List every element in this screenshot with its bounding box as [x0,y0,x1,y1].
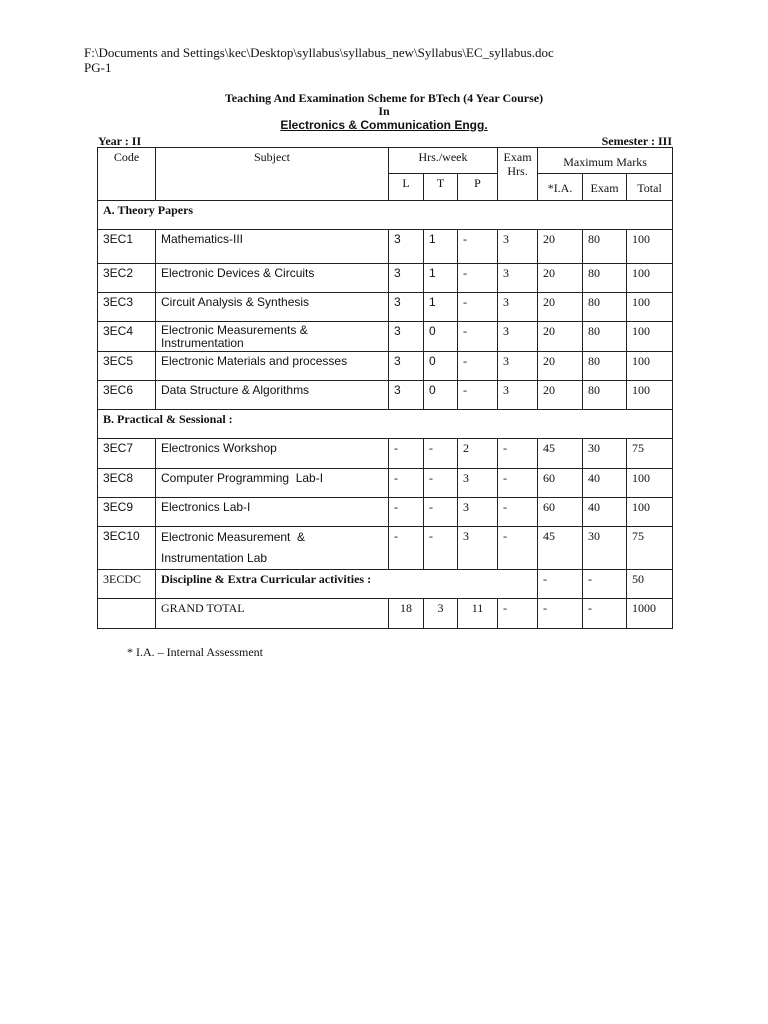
cell-ia: 60 [538,469,583,498]
subject-line: Electronic Measurement & [161,530,306,544]
table-row [98,498,673,527]
cell-subject: Electronic Devices & Circuits [156,264,389,293]
cell-P: 3 [458,469,498,498]
cell-ia: 20 [538,381,583,410]
cell-code: 3EC3 [98,293,156,322]
cell-code: 3ECDC [98,570,156,599]
cell-L: - [389,527,424,570]
cell-P: - [458,230,498,264]
section-b-label: B. Practical & Sessional : [98,410,673,439]
branch-title: Electronics & Communication Engg. [280,118,488,132]
page-number: PG-1 [84,60,112,75]
cell-T: 1 [424,293,458,322]
cell-ia: 20 [538,264,583,293]
cell-T: - [424,527,458,570]
cell-ia: - [538,599,583,629]
scheme-table [97,147,673,629]
cell-ia: 45 [538,527,583,570]
cell-subject: GRAND TOTAL [156,599,389,629]
cell-code: 3EC4 [98,322,156,352]
header-max-marks: Maximum Marks [538,148,673,174]
cell-T: 1 [424,264,458,293]
cell-code [98,599,156,629]
cell-exam-hrs: 3 [498,230,538,264]
cell-exam: 30 [583,527,627,570]
cell-exam: - [583,570,627,599]
cell-L: - [389,469,424,498]
cell-subject: Electronics Lab-I [156,498,389,527]
cell-T: 1 [424,230,458,264]
cell-subject: Circuit Analysis & Synthesis [156,293,389,322]
cell-exam-hrs: - [498,498,538,527]
cell-ia: 20 [538,352,583,381]
table-row [98,230,673,264]
cell-code: 3EC2 [98,264,156,293]
cell-exam: 80 [583,293,627,322]
table-row [98,322,673,352]
cell-code: 3EC1 [98,230,156,264]
cell-subject: Electronic Measurements & Instrumentation [156,322,389,352]
header-total: Total [627,174,673,201]
cell-exam: 80 [583,381,627,410]
cell-P: - [458,293,498,322]
cell-P: - [458,264,498,293]
cell-P: - [458,322,498,352]
cell-exam: 30 [583,439,627,469]
cell-ia: 20 [538,230,583,264]
section-row [98,410,673,439]
title-in: In [378,104,390,118]
file-path: F:\Documents and Settings\kec\Desktop\syllabus\syllabus_new\Syllabus\EC_syllabus.doc [84,45,554,60]
cell-exam: 40 [583,469,627,498]
cell-P: 2 [458,439,498,469]
cell-L: 18 [389,599,424,629]
cell-exam: 80 [583,322,627,352]
cell-T: 0 [424,322,458,352]
cell-exam-hrs: 3 [498,264,538,293]
cell-total: 100 [627,322,673,352]
subject-line: Instrumentation Lab [161,551,268,565]
cell-ia: 45 [538,439,583,469]
cell-code: 3EC8 [98,469,156,498]
table-row [98,469,673,498]
cell-code: 3EC10 [98,527,156,570]
cell-L: 3 [389,230,424,264]
header-exam: Exam [583,174,627,201]
table-row [98,293,673,322]
cell-P: - [458,352,498,381]
cell-code: 3EC7 [98,439,156,469]
cell-L: 3 [389,264,424,293]
header-exam-hrs: Exam Hrs. [498,148,538,201]
cell-subject: Computer Programming Lab-I [156,469,389,498]
cell-ia: 60 [538,498,583,527]
cell-T: 0 [424,352,458,381]
cell-total: 75 [627,439,673,469]
cell-exam: 80 [583,264,627,293]
cell-subject [156,527,389,570]
cell-exam-hrs: - [498,599,538,629]
cell-ia: 20 [538,293,583,322]
cell-exam-hrs: 3 [498,322,538,352]
cell-code: 3EC9 [98,498,156,527]
cell-P: 3 [458,498,498,527]
cell-exam-hrs: 3 [498,293,538,322]
cell-total: 100 [627,352,673,381]
cell-exam-hrs: - [498,527,538,570]
semester-label: Semester : III [601,134,672,148]
cell-exam-hrs: 3 [498,352,538,381]
header-hrs-week: Hrs./week [389,148,498,174]
cell-code: 3EC6 [98,381,156,410]
cell-exam: 80 [583,230,627,264]
cell-total: 100 [627,381,673,410]
header-P: P [458,174,498,201]
header-ia: *I.A. [538,174,583,201]
cell-L: - [389,498,424,527]
cell-T: 0 [424,381,458,410]
cell-total: 1000 [627,599,673,629]
cell-total: 100 [627,264,673,293]
table-row [98,439,673,469]
cell-exam: 40 [583,498,627,527]
cell-exam-hrs: - [498,469,538,498]
cell-T: - [424,439,458,469]
cell-L: 3 [389,381,424,410]
cell-subject: Mathematics-III [156,230,389,264]
document-title: Teaching And Examination Scheme for BTech (4 Year Course) [224,91,544,105]
section-a-label: A. Theory Papers [98,201,673,230]
cell-total: 50 [627,570,673,599]
section-row [98,201,673,230]
cell-subject: Electronic Materials and processes [156,352,389,381]
header-row [98,148,673,174]
cell-T: 3 [424,599,458,629]
cell-exam-hrs: - [498,439,538,469]
table-row [98,264,673,293]
header-L: L [389,174,424,201]
header-T: T [424,174,458,201]
cell-total: 100 [627,293,673,322]
cell-P: - [458,381,498,410]
table-row [98,527,673,570]
cell-L: 3 [389,352,424,381]
cell-code: 3EC5 [98,352,156,381]
cell-P: 11 [458,599,498,629]
header-code: Code [98,148,156,201]
footnote: * I.A. – Internal Assessment [127,645,263,659]
table-row [98,352,673,381]
cell-total: 100 [627,469,673,498]
cell-exam: 80 [583,352,627,381]
cell-subject: Electronics Workshop [156,439,389,469]
cell-total: 100 [627,498,673,527]
cell-total: 100 [627,230,673,264]
year-label: Year : II [98,134,142,148]
cell-subject: Discipline & Extra Curricular activities : [156,570,538,599]
cell-P: 3 [458,527,498,570]
cell-exam: - [583,599,627,629]
table-row [98,381,673,410]
cell-total: 75 [627,527,673,570]
cell-L: - [389,439,424,469]
cell-L: 3 [389,322,424,352]
cell-T: - [424,498,458,527]
cell-subject: Data Structure & Algorithms [156,381,389,410]
header-subject: Subject [156,148,389,201]
cell-ia: 20 [538,322,583,352]
cell-ia: - [538,570,583,599]
cell-T: - [424,469,458,498]
cell-exam-hrs: 3 [498,381,538,410]
cell-L: 3 [389,293,424,322]
grand-total-row [98,599,673,629]
table-row [98,570,673,599]
